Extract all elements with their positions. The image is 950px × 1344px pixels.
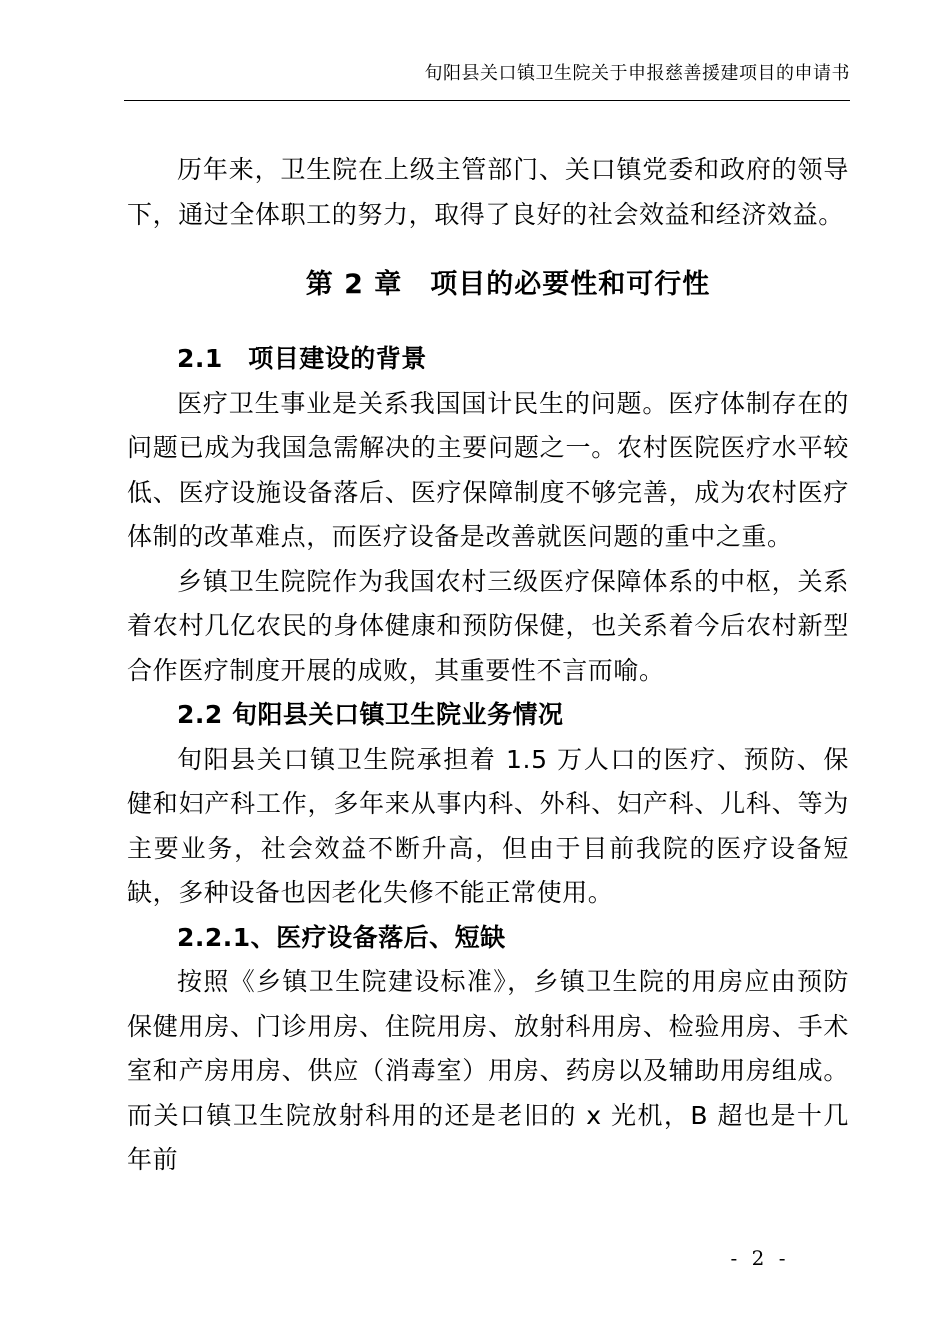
section-heading-2-1: 2.1 项目建设的背景 — [177, 344, 427, 373]
page-number: - 2 - — [730, 1246, 790, 1270]
paragraph: 旬阳县关口镇卫生院承担着 1.5 万人口的医疗、预防、保健和妇产科工作，多年来从事内科、外科、妇产科、儿科、等为主要业务，社会效益不断升高，但由于目前我院的医疗设备短缺，多种设备也因老化失修不能正常使用。 — [127, 744, 849, 907]
intro-paragraph: 历年来，卫生院在上级主管部门、关口镇党委和政府的领导下，通过全体职工的努力，取得了良好的社会效益和经济效益。 — [127, 155, 849, 229]
paragraph: 医疗卫生事业是关系我国国计民生的问题。医疗体制存在的问题已成为我国急需解决的主要问题之一。农村医院医疗水平较低、医疗设施设备落后、医疗保障制度不够完善，成为农村医疗体制的改革难点，而医疗设备是改善就医问题的重中之重。 — [127, 388, 849, 551]
chapter-title: 第 2 章 项目的必要性和可行性 — [305, 269, 711, 300]
header-rule — [124, 100, 850, 101]
paragraph: 按照《乡镇卫生院建设标准》，乡镇卫生院的用房应由预防保健用房、门诊用房、住院用房、放射科用房、检验用房、手术室和产房用房、供应（消毒室）用房、药房以及辅助用房组成。而关口镇卫生院放射科用的还是老旧的 x 光机，B 超也是十几年前 — [127, 967, 849, 1174]
running-header: 旬阳县关口镇卫生院关于申报慈善援建项目的申请书 — [424, 63, 850, 84]
section-heading-2-2: 2.2 旬阳县关口镇卫生院业务情况 — [177, 700, 564, 729]
document-body — [127, 148, 849, 1183]
section-heading-2-2-1: 2.2.1、医疗设备落后、短缺 — [177, 922, 506, 952]
paragraph: 乡镇卫生院院作为我国农村三级医疗保障体系的中枢，关系着农村几亿农民的身体健康和预防保健，也关系着今后农村新型合作医疗制度开展的成败，其重要性不言而喻。 — [127, 566, 849, 685]
